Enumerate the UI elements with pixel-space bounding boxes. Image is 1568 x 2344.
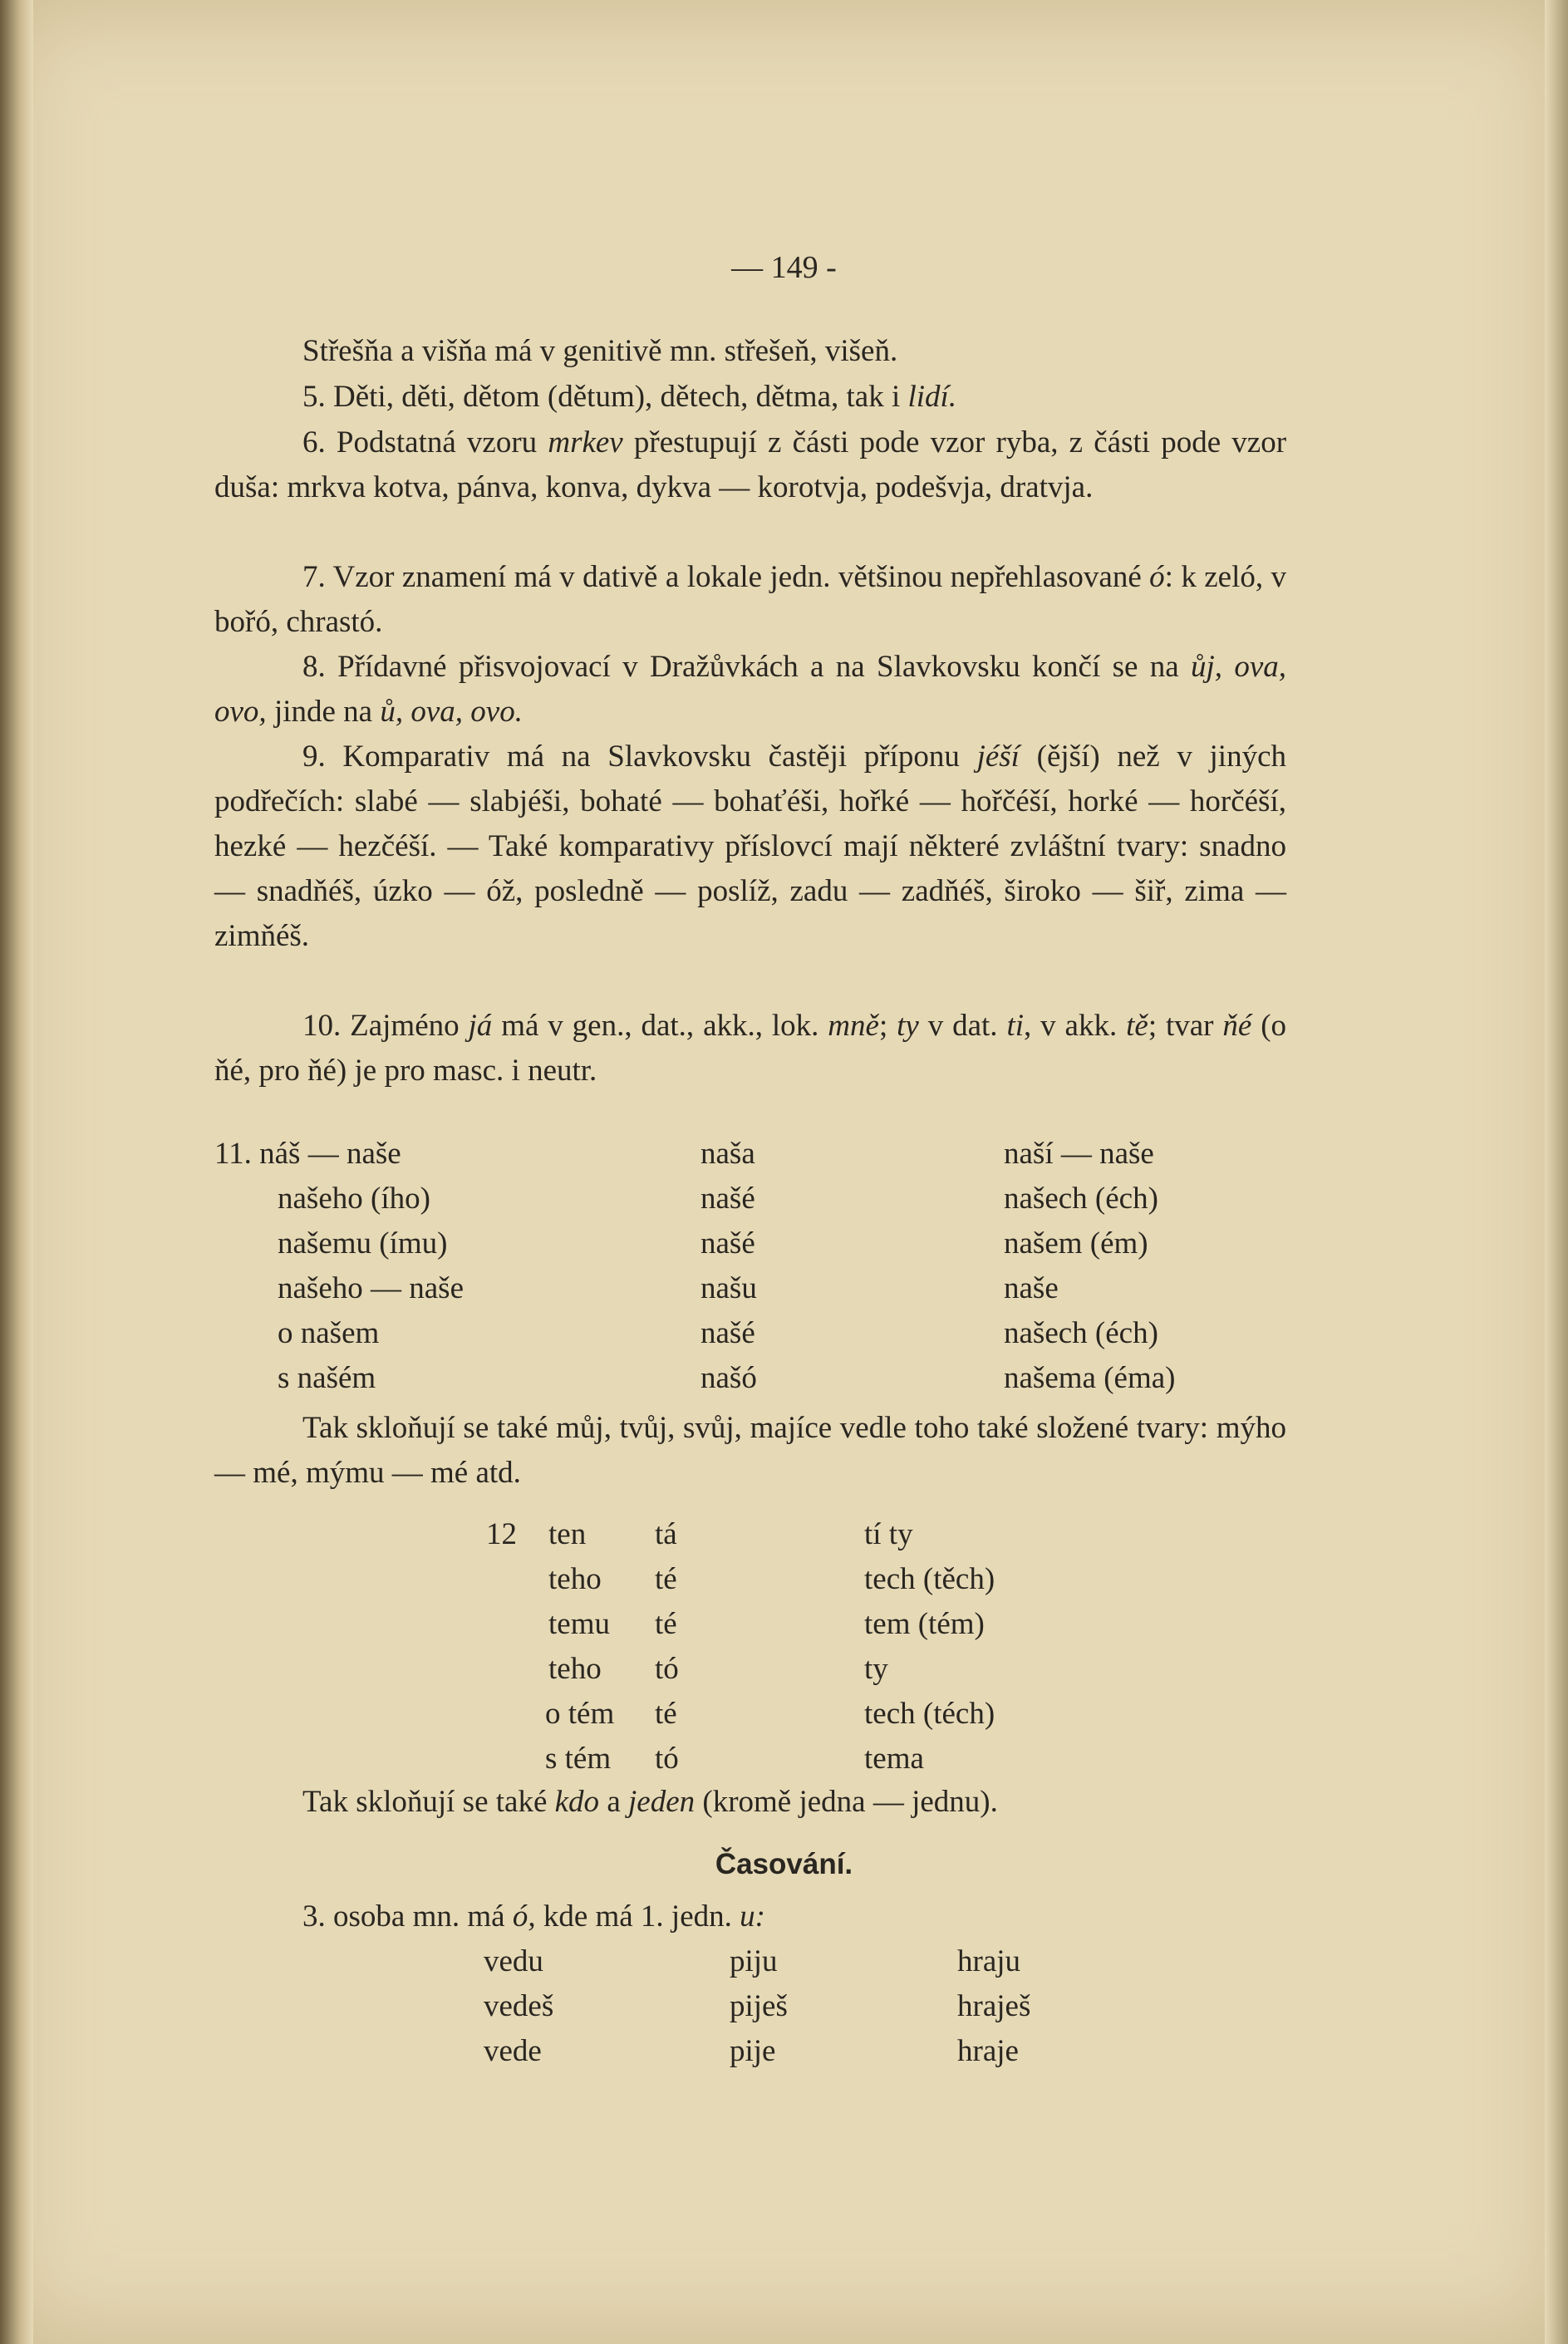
paragraph-11-after xyxy=(214,1406,1286,1496)
table-cell: tó xyxy=(655,1652,679,1686)
table-cell: té xyxy=(655,1607,677,1641)
page-edge xyxy=(1545,0,1568,2344)
table-cell: té xyxy=(655,1562,677,1596)
p10-italic-5: tě xyxy=(1126,1009,1148,1043)
conj-italic-1: ó, xyxy=(512,1899,536,1934)
p10-text-a: 10. Zajméno xyxy=(302,1009,460,1043)
p10-italic-3: ty xyxy=(897,1009,919,1043)
table-cell: tema xyxy=(864,1742,924,1776)
p10-text-g: (o ňé, pro ňé) je pro masc. i neutr. xyxy=(214,1009,1287,1088)
p10-text-c: ; xyxy=(878,1009,888,1043)
p8-text-b: jinde na xyxy=(273,695,373,729)
paragraph-6 xyxy=(214,420,1286,510)
table-cell: temu xyxy=(548,1607,610,1641)
p10-italic-6: ňé xyxy=(1222,1009,1252,1043)
table-cell: našech (éch) xyxy=(1004,1182,1158,1216)
table-cell: našé xyxy=(700,1226,755,1260)
p10-italic-2: mně xyxy=(828,1009,879,1043)
table-cell: našem (ém) xyxy=(1004,1226,1148,1260)
table-cell: naša xyxy=(700,1137,755,1171)
table-cell: tech (těch) xyxy=(864,1562,995,1596)
paragraph-intro xyxy=(214,329,1286,374)
p7-text-a: 7. Vzor znamení má v dativě a lokale jedn. většinou nepřehlasované xyxy=(302,560,1142,594)
conj-italic-2: u: xyxy=(740,1899,765,1934)
paragraph-conjugation xyxy=(214,1894,1286,1939)
table-cell: piješ xyxy=(730,1989,788,2023)
p9-italic: jéší xyxy=(976,740,1020,774)
paragraph-7 xyxy=(214,555,1286,645)
table-cell: tí ty xyxy=(864,1517,913,1551)
table-cell: hraješ xyxy=(957,1989,1031,2023)
table-cell: teho xyxy=(548,1652,602,1686)
paragraph-8 xyxy=(214,645,1286,735)
table-cell: tem (tém) xyxy=(864,1607,985,1641)
p5-italic: lidí. xyxy=(907,380,957,414)
table-cell: o tém xyxy=(545,1697,615,1731)
conj-text-a: 3. osoba mn. má xyxy=(302,1899,505,1934)
table-cell: vedu xyxy=(484,1944,543,1978)
table-cell: s tém xyxy=(545,1742,612,1776)
table-cell: našé xyxy=(700,1316,755,1350)
p6-italic: mrkev xyxy=(548,425,623,459)
p6-text-a: 6. Podstatná vzoru xyxy=(302,425,538,459)
p10-text-e: , v akk. xyxy=(1024,1009,1118,1043)
table-cell: tech (téch) xyxy=(864,1697,995,1731)
table-cell: o našem xyxy=(278,1316,380,1350)
paragraph-5 xyxy=(214,375,1286,420)
table-cell: pije xyxy=(730,2034,776,2068)
table-cell: 12 xyxy=(486,1517,517,1551)
table-cell: ten xyxy=(548,1517,587,1551)
table-cell: naší — naše xyxy=(1004,1137,1154,1171)
paragraph-10 xyxy=(214,1004,1286,1093)
p10-italic-4: ti xyxy=(1006,1009,1025,1043)
p12-italic-2: jeden xyxy=(628,1785,696,1819)
p10-text-b: má v gen., dat., akk., lok. xyxy=(501,1009,819,1043)
table-cell: hraju xyxy=(957,1944,1021,1978)
p8-text-a: 8. Přídavné přisvojovací v Dražůvkách a na Slavkovsku končí se na xyxy=(302,650,1179,684)
table-cell: našeho — naše xyxy=(278,1271,464,1305)
intro-text: Střešňa a višňa má v genitivě mn. střešeň, višeň. xyxy=(302,334,898,368)
table-cell: hraje xyxy=(957,2034,1019,2068)
section-heading: Časování. xyxy=(715,1848,853,1880)
p5-text: 5. Děti, děti, dětom (dětum), dětech, dětma, tak i xyxy=(302,380,901,414)
table-cell: vede xyxy=(484,2034,542,2068)
table-cell: našeho (ího) xyxy=(278,1182,430,1216)
paragraph-9 xyxy=(214,735,1286,959)
conj-text-b: kde má 1. jedn. xyxy=(543,1899,732,1934)
p10-text-f: ; tvar xyxy=(1148,1009,1214,1043)
p7-italic: ó xyxy=(1149,560,1165,594)
table-cell: s našém xyxy=(278,1361,376,1395)
p9-text-b: (ější) než v jiných podřečích: slabé — slabjéši, bohaté — bohaťéši, hořké — hořčéší, horké — horčéší, hezké — hezčéší. — Také komparativy příslovcí mají některé zvláštní tvary: snadno — snadňéš, úzko — óž, posledně — poslíž, zadu — zadňéš, široko — šiř, zima — zimňéš. xyxy=(214,740,1286,953)
p12-italic-1: kdo xyxy=(554,1785,600,1819)
p10-text-d: v dat. xyxy=(927,1009,998,1043)
p11-after-text: Tak skloňují se také můj, tvůj, svůj, majíce vedle toho také složené tvary: mýho — mé, mýmu — mé atd. xyxy=(214,1411,1286,1490)
table-cell: našema (éma) xyxy=(1004,1361,1176,1395)
p12-text-c: (kromě jedna — jednu). xyxy=(702,1785,998,1819)
table-cell: vedeš xyxy=(484,1989,554,2023)
p10-italic-1: já xyxy=(468,1009,493,1043)
paragraph-12-after xyxy=(214,1780,1286,1825)
table-cell: našemu (ímu) xyxy=(278,1226,448,1260)
p12-text-a: Tak skloňují se také xyxy=(302,1785,548,1819)
p8-italic-1: ůj, ova, ovo, xyxy=(214,650,1286,729)
table-cell: ty xyxy=(864,1652,888,1686)
table-cell: tá xyxy=(655,1517,677,1551)
table-cell: našó xyxy=(700,1361,757,1395)
table-cell: našé xyxy=(700,1182,755,1216)
table-cell: piju xyxy=(730,1944,778,1978)
p9-text-a: 9. Komparativ má na Slavkovsku častěji příponu xyxy=(302,740,960,774)
table-cell: tó xyxy=(655,1742,679,1776)
page-number: — 149 - xyxy=(731,250,837,285)
table-cell: našu xyxy=(700,1271,757,1305)
table-cell: našech (éch) xyxy=(1004,1316,1158,1350)
table-cell: 11. náš — naše xyxy=(214,1137,401,1171)
page-binding xyxy=(0,0,33,2344)
table-cell: té xyxy=(655,1697,677,1731)
table-cell: naše xyxy=(1004,1271,1059,1305)
p6-text-b: přestupují z části pode vzor ryba, z části pode vzor duša: mrkva kotva, pánva, konva, dykva — korotvja, podešvja, dratvja. xyxy=(214,425,1287,504)
p7-text-b: : k zeló, v bořó, chrastó. xyxy=(214,560,1287,639)
table-cell: teho xyxy=(548,1562,602,1596)
p8-italic-2: ů, ova, ovo. xyxy=(380,695,523,729)
p12-text-b: a xyxy=(607,1785,621,1819)
